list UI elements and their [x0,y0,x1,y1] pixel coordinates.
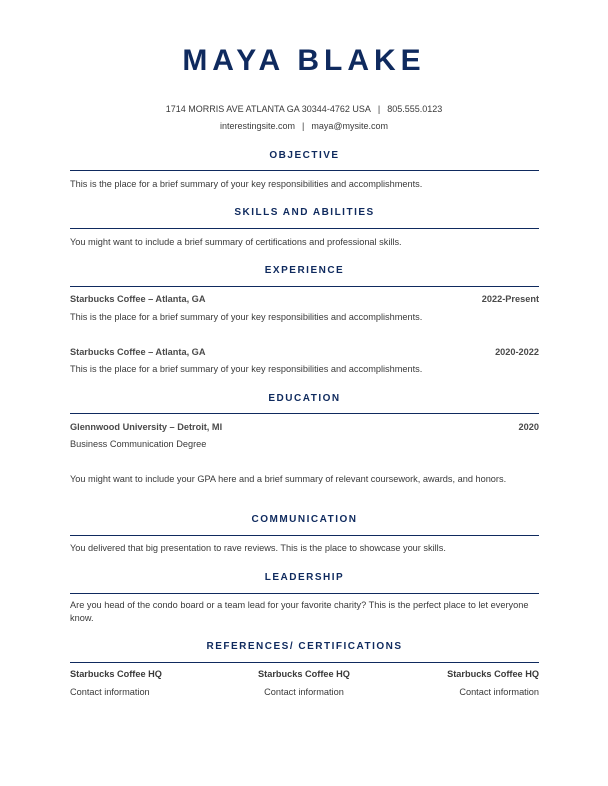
leadership-heading: LEADERSHIP [264,572,345,583]
contact-line-online [0,121,608,131]
reference-name: Starbucks Coffee HQ [447,669,539,679]
reference-contact: Contact information [459,687,539,697]
separator: | [302,121,305,131]
reference-name: Starbucks Coffee HQ [258,669,350,679]
job-dates: 2022-Present [481,294,539,304]
website-link[interactable]: interestingsite.com [219,121,296,131]
section-divider [70,593,539,594]
job-dates: 2020-2022 [495,347,539,357]
job-company: Starbucks Coffee – Atlanta, GA [70,294,206,304]
reference-contact: Contact information [264,687,344,697]
school-name: Glennwood University – Detroit, MI [70,422,223,432]
education-notes: You might want to include your GPA here and a brief summary of relevant coursework, awards, and honors. [70,474,507,484]
leadership-text: Are you head of the condo board or a team lead for your favorite charity? This is the perfect place to let everyone know. [70,600,529,623]
phone: 805.555.0123 [387,104,443,114]
email-link[interactable]: maya@mysite.com [311,121,389,131]
job-description: This is the place for a brief summary of your key responsibilities and accomplishments. [70,364,423,374]
candidate-name: MAYA BLAKE [182,44,426,77]
communication-heading: COMMUNICATION [251,514,358,525]
skills-heading: SKILLS AND ABILITIES [234,207,375,218]
job-company: Starbucks Coffee – Atlanta, GA [70,347,206,357]
reference-name: Starbucks Coffee HQ [70,669,162,679]
skills-text: You might want to include a brief summary of certifications and professional skills. [70,237,402,247]
section-divider [70,286,539,287]
communication-text: You delivered that big presentation to rave reviews. This is the place to showcase your skills. [70,543,446,553]
section-divider [70,662,539,663]
address: 1714 MORRIS AVE ATLANTA GA 30344-4762 USA [165,104,371,114]
contact-line-address [0,104,608,114]
separator: | [377,104,381,114]
experience-heading: EXPERIENCE [264,265,345,276]
section-divider [70,170,539,171]
objective-heading: OBJECTIVE [269,150,340,161]
section-divider [70,228,539,229]
references-heading: REFERENCES/ CERTIFICATIONS [206,641,403,652]
job-description: This is the place for a brief summary of your key responsibilities and accomplishments. [70,312,423,322]
section-divider [70,413,539,414]
section-divider [70,535,539,536]
reference-contact: Contact information [70,687,150,697]
graduation-year: 2020 [518,422,539,432]
objective-text: This is the place for a brief summary of your key responsibilities and accomplishments. [70,179,423,189]
education-heading: EDUCATION [268,393,341,404]
degree: Business Communication Degree [70,439,207,449]
